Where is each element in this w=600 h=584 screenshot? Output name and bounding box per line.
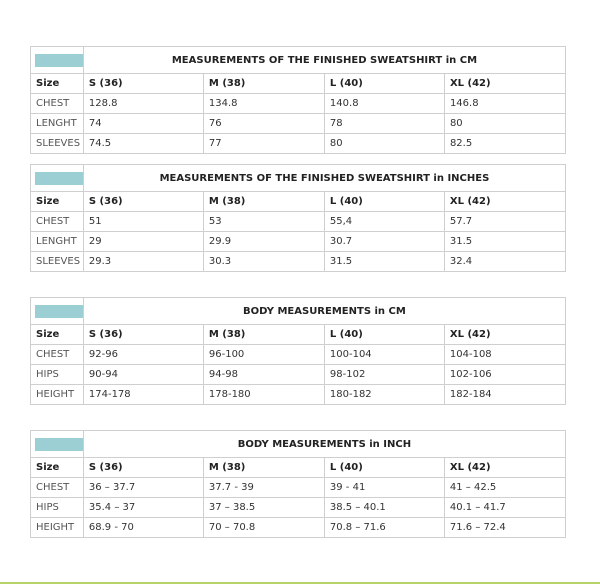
size-header-row xyxy=(31,192,566,212)
finished-sweatshirt-inches-table xyxy=(30,164,566,272)
color-swatch xyxy=(35,305,83,318)
value-cell: 37.7 - 39 xyxy=(203,478,324,498)
table-title-row xyxy=(31,47,566,74)
table-row xyxy=(31,385,566,405)
value-cell: 140.8 xyxy=(324,94,444,114)
value-cell: 92-96 xyxy=(83,345,203,365)
swatch-cell xyxy=(31,47,84,74)
table-row xyxy=(31,478,566,498)
value-cell: 70.8 – 71.6 xyxy=(324,518,444,538)
value-cell: 37 – 38.5 xyxy=(203,498,324,518)
value-cell: 94-98 xyxy=(203,365,324,385)
header-cell: XL (42) xyxy=(444,74,565,94)
table-row xyxy=(31,518,566,538)
value-cell: 80 xyxy=(444,114,565,134)
size-header-row xyxy=(31,458,566,478)
value-cell: 102-106 xyxy=(444,365,565,385)
header-cell: L (40) xyxy=(324,74,444,94)
value-cell: 71.6 – 72.4 xyxy=(444,518,565,538)
value-cell: 182-184 xyxy=(444,385,565,405)
header-cell: Size xyxy=(31,192,84,212)
value-cell: 57.7 xyxy=(444,212,565,232)
table-row xyxy=(31,365,566,385)
value-cell: 36 – 37.7 xyxy=(83,478,203,498)
header-cell: S (36) xyxy=(83,192,203,212)
value-cell: 30.7 xyxy=(324,232,444,252)
value-cell: 35.4 – 37 xyxy=(83,498,203,518)
row-label: CHEST xyxy=(31,212,84,232)
value-cell: 96-100 xyxy=(203,345,324,365)
row-label: LENGHT xyxy=(31,114,84,134)
value-cell: 40.1 – 41.7 xyxy=(444,498,565,518)
value-cell: 53 xyxy=(203,212,324,232)
body-measurements-cm-table xyxy=(30,297,566,405)
size-header-row xyxy=(31,74,566,94)
color-swatch xyxy=(35,54,83,67)
value-cell: 128.8 xyxy=(83,94,203,114)
value-cell: 29.3 xyxy=(83,252,203,272)
header-cell: L (40) xyxy=(324,192,444,212)
swatch-cell xyxy=(31,298,84,325)
table-row xyxy=(31,134,566,154)
header-cell: Size xyxy=(31,458,84,478)
table-row xyxy=(31,94,566,114)
header-cell: L (40) xyxy=(324,458,444,478)
table-title: MEASUREMENTS OF THE FINISHED SWEATSHIRT in CM xyxy=(83,47,565,74)
header-cell: S (36) xyxy=(83,74,203,94)
table-title-row xyxy=(31,165,566,192)
row-label: HEIGHT xyxy=(31,518,84,538)
color-swatch xyxy=(35,172,83,185)
table-row xyxy=(31,252,566,272)
color-swatch xyxy=(35,438,83,451)
size-header-row xyxy=(31,325,566,345)
value-cell: 29 xyxy=(83,232,203,252)
table-row xyxy=(31,114,566,134)
row-label: HIPS xyxy=(31,365,84,385)
table-title-row xyxy=(31,431,566,458)
row-label: LENGHT xyxy=(31,232,84,252)
value-cell: 98-102 xyxy=(324,365,444,385)
value-cell: 32.4 xyxy=(444,252,565,272)
header-cell: L (40) xyxy=(324,325,444,345)
value-cell: 38.5 – 40.1 xyxy=(324,498,444,518)
value-cell: 30.3 xyxy=(203,252,324,272)
row-label: HIPS xyxy=(31,498,84,518)
header-cell: Size xyxy=(31,325,84,345)
table-title: BODY MEASUREMENTS in CM xyxy=(83,298,565,325)
table-row xyxy=(31,212,566,232)
table-title-row xyxy=(31,298,566,325)
value-cell: 90-94 xyxy=(83,365,203,385)
value-cell: 80 xyxy=(324,134,444,154)
value-cell: 55,4 xyxy=(324,212,444,232)
value-cell: 31.5 xyxy=(444,232,565,252)
value-cell: 39 - 41 xyxy=(324,478,444,498)
value-cell: 178-180 xyxy=(203,385,324,405)
header-cell: M (38) xyxy=(203,325,324,345)
value-cell: 134.8 xyxy=(203,94,324,114)
header-cell: S (36) xyxy=(83,325,203,345)
body-measurements-inch-table xyxy=(30,430,566,538)
row-label: CHEST xyxy=(31,94,84,114)
value-cell: 100-104 xyxy=(324,345,444,365)
header-cell: XL (42) xyxy=(444,458,565,478)
header-cell: XL (42) xyxy=(444,192,565,212)
swatch-cell xyxy=(31,165,84,192)
value-cell: 51 xyxy=(83,212,203,232)
value-cell: 76 xyxy=(203,114,324,134)
value-cell: 31.5 xyxy=(324,252,444,272)
table-row xyxy=(31,345,566,365)
row-label: CHEST xyxy=(31,345,84,365)
row-label: SLEEVES xyxy=(31,252,84,272)
value-cell: 174-178 xyxy=(83,385,203,405)
value-cell: 146.8 xyxy=(444,94,565,114)
finished-sweatshirt-cm-table xyxy=(30,46,566,154)
table-row xyxy=(31,232,566,252)
value-cell: 70 – 70.8 xyxy=(203,518,324,538)
value-cell: 77 xyxy=(203,134,324,154)
value-cell: 68.9 - 70 xyxy=(83,518,203,538)
header-cell: M (38) xyxy=(203,192,324,212)
table-row xyxy=(31,498,566,518)
value-cell: 78 xyxy=(324,114,444,134)
row-label: SLEEVES xyxy=(31,134,84,154)
value-cell: 41 – 42.5 xyxy=(444,478,565,498)
value-cell: 104-108 xyxy=(444,345,565,365)
table-title: BODY MEASUREMENTS in INCH xyxy=(83,431,565,458)
header-cell: M (38) xyxy=(203,74,324,94)
swatch-cell xyxy=(31,431,84,458)
table-title: MEASUREMENTS OF THE FINISHED SWEATSHIRT in INCHES xyxy=(83,165,565,192)
value-cell: 180-182 xyxy=(324,385,444,405)
header-cell: M (38) xyxy=(203,458,324,478)
header-cell: Size xyxy=(31,74,84,94)
row-label: CHEST xyxy=(31,478,84,498)
header-cell: S (36) xyxy=(83,458,203,478)
row-label: HEIGHT xyxy=(31,385,84,405)
value-cell: 29.9 xyxy=(203,232,324,252)
value-cell: 74 xyxy=(83,114,203,134)
header-cell: XL (42) xyxy=(444,325,565,345)
value-cell: 74.5 xyxy=(83,134,203,154)
value-cell: 82.5 xyxy=(444,134,565,154)
